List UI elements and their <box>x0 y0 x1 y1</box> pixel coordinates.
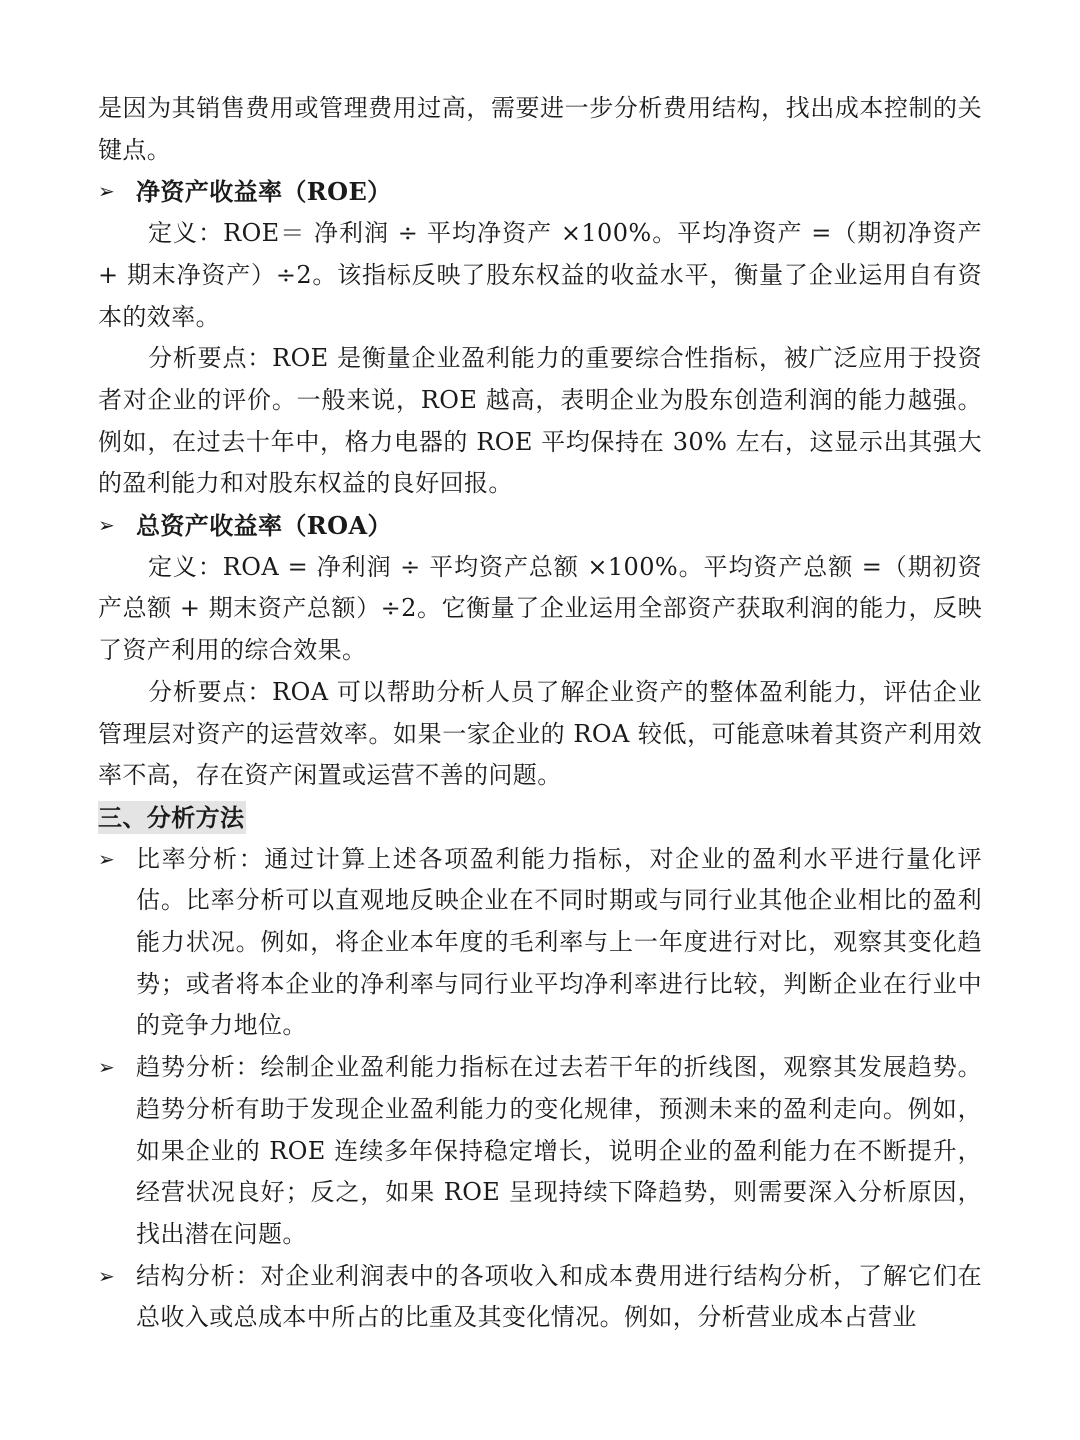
bullet-arrow-icon: ➢ <box>98 513 116 538</box>
section-heading-text: 三、分析方法 <box>98 802 245 832</box>
method-item-text: 结构分析：对企业利润表中的各项收入和成本费用进行结构分析，了解它们在总收入或总成本中所占的比重及其变化情况。例如，分析营业成本占营业 <box>136 1261 982 1332</box>
roe-heading-text: 净资产收益率（ROE） <box>136 177 392 207</box>
section-heading <box>98 797 982 839</box>
document-page <box>98 88 982 1339</box>
roa-definition: 定义：ROA = 净利润 ÷ 平均资产总额 ×100%。平均资产总额 =（期初资产总额 + 期末资产总额）÷2。它衡量了企业运用全部资产获取利润的能力，反映了资产利用的综合效果。 <box>98 552 982 665</box>
method-item-trend <box>98 1047 982 1256</box>
bullet-arrow-icon: ➢ <box>98 1263 116 1288</box>
method-item-ratio <box>98 839 982 1048</box>
bullet-arrow-icon: ➢ <box>98 1055 116 1080</box>
intro-paragraph: 是因为其销售费用或管理费用过高，需要进一步分析费用结构，找出成本控制的关键点。 <box>98 94 982 164</box>
roa-heading-text: 总资产收益率（ROA） <box>136 511 392 541</box>
bullet-arrow-icon: ➢ <box>98 179 116 204</box>
roa-heading <box>98 505 982 547</box>
roa-analysis: 分析要点：ROA 可以帮助分析人员了解企业资产的整体盈利能力，评估企业管理层对资产的运营效率。如果一家企业的 ROA 较低，可能意味着其资产利用效率不高，存在资产闲置或运营不善的问题。 <box>98 677 982 790</box>
roe-heading <box>98 171 982 213</box>
method-item-text: 趋势分析：绘制企业盈利能力指标在过去若干年的折线图，观察其发展趋势。趋势分析有助于发现企业盈利能力的变化规律，预测未来的盈利走向。例如，如果企业的 ROE 连续多年保持稳定增长，说明企业的盈利能力在不断提升，经营状况良好；反之，如果 ROE 呈现持续下降趋势，则需要深入分析原因，找出潜在问题。 <box>136 1053 982 1248</box>
roe-definition: 定义：ROE＝ 净利润 ÷ 平均净资产 ×100%。平均净资产 =（期初净资产 + 期末净资产）÷2。该指标反映了股东权益的收益水平，衡量了企业运用自有资本的效率。 <box>98 219 982 331</box>
method-item-structure <box>98 1256 982 1339</box>
bullet-arrow-icon: ➢ <box>98 846 116 871</box>
method-item-text: 比率分析：通过计算上述各项盈利能力指标，对企业的盈利水平进行量化评估。比率分析可以直观地反映企业在不同时期或与同行业其他企业相比的盈利能力状况。例如，将企业本年度的毛利率与上一年度进行对比，观察其变化趋势；或者将本企业的净利率与同行业平均净利率进行比较，判断企业在行业中的竞争力地位。 <box>136 844 982 1040</box>
roe-analysis: 分析要点：ROE 是衡量企业盈利能力的重要综合性指标，被广泛应用于投资者对企业的评价。一般来说，ROE 越高，表明企业为股东创造利润的能力越强。例如，在过去十年中，格力电器的 ROE 平均保持在 30% 左右，这显示出其强大的盈利能力和对股东权益的良好回报。 <box>98 344 982 498</box>
